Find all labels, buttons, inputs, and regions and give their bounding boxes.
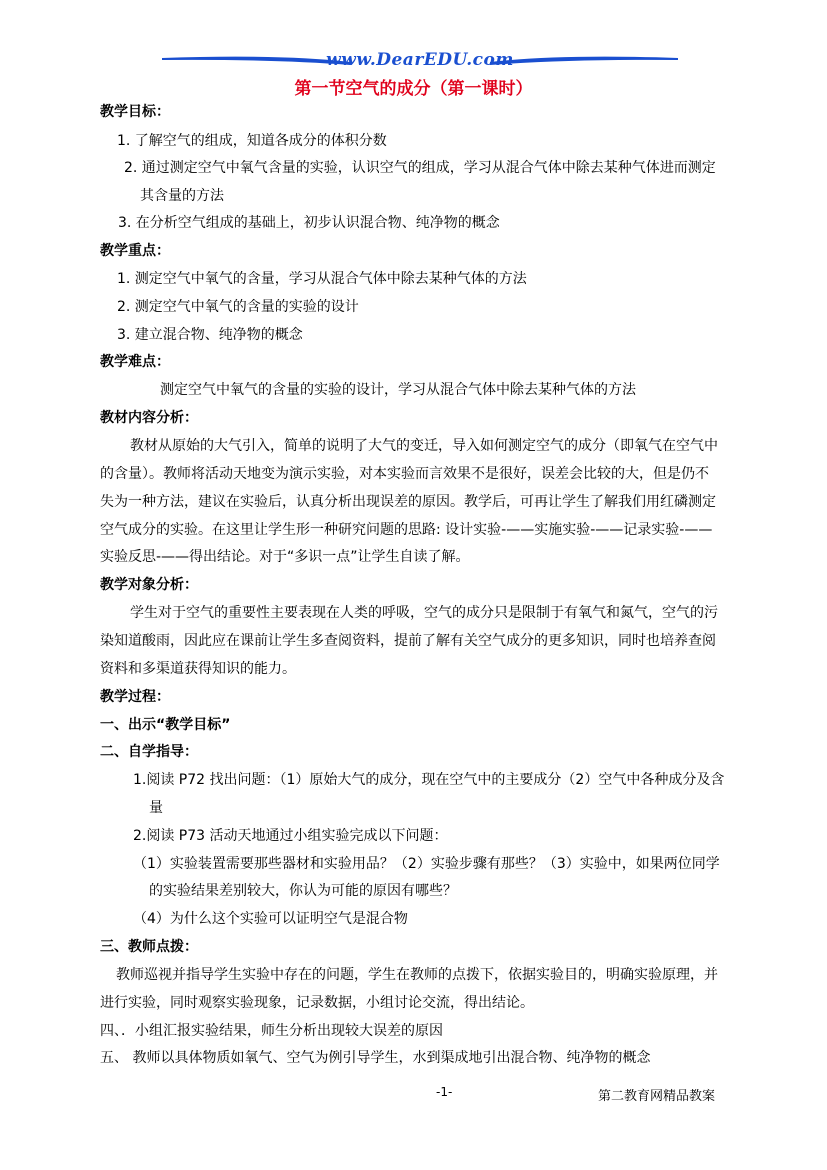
process-question: （1）实验装置需要那些器材和实验用品？（2）实验步骤有那些？（3）实验中，如果两位同学: [133, 856, 720, 872]
paragraph-line: 进行实验，同时观察实验现象，记录数据，小组讨论交流，得出结论。: [100, 995, 534, 1011]
key-point-item: 3. 建立混合物、纯净物的概念: [117, 327, 303, 343]
difficulty-heading: 教学难点：: [100, 354, 170, 370]
paragraph-line: 教材从原始的大气引入，简单的说明了大气的变迁，导入如何测定空气的成分（即氧气在空气中: [130, 438, 718, 454]
process-question-continuation: 的实验结果差别较大，你认为可能的原因有哪些？: [149, 883, 457, 899]
goal-item: 2. 通过测定空气中氧气含量的实验，认识空气的组成，学习从混合气体中除去某种气体进而测定: [124, 160, 716, 176]
paragraph-line: 的含量）。教师将活动天地变为演示实验，对本实验而言效果不是很好，误差会比较的大，但是仍不: [100, 466, 709, 482]
page-title: 第一节空气的成分（第一课时）: [294, 79, 533, 99]
process-substep: 1.阅读 P72 找出问题：（1）原始大气的成分，现在空气中的主要成分（2）空气中各种成分及含: [133, 772, 725, 788]
site-url: www.DearEDU.com: [326, 50, 514, 70]
process-step: 三、教师点拨：: [100, 939, 198, 955]
audience-analysis-heading: 教学对象分析：: [100, 577, 198, 593]
paragraph-line: 失为一种方法，建议在实验后，认真分析出现误差的原因。教学后，可再让学生了解我们用红磷测定: [100, 494, 716, 510]
material-analysis-heading: 教材内容分析：: [100, 410, 198, 426]
goal-item: 3. 在分析空气组成的基础上，初步认识混合物、纯净物的概念: [118, 215, 500, 231]
key-points-heading: 教学重点：: [100, 243, 170, 259]
paragraph-line: 染知道酸雨，因此应在课前让学生多查阅资料，提前了解有关空气成分的更多知识，同时也培养查阅: [100, 633, 716, 649]
paragraph-line: 学生对于空气的重要性主要表现在人类的呼吸，空气的成分只是限制于有氧气和氮气，空气的污: [130, 605, 718, 621]
goal-item: 1. 了解空气的组成，知道各成分的体积分数: [117, 133, 387, 149]
page-number: -1-: [436, 1085, 453, 1099]
key-point-item: 2. 测定空气中氧气的含量的实验的设计: [117, 299, 359, 315]
process-step: 二、自学指导：: [100, 744, 198, 760]
paragraph-line: 教师巡视并指导学生实验中存在的问题，学生在教师的点拨下，依据实验目的，明确实验原理，并: [116, 967, 718, 983]
process-substep-continuation: 量: [149, 800, 163, 816]
process-step: 五、 教师以具体物质如氧气、空气为例引导学生，水到渠成地引出混合物、纯净物的概念: [100, 1050, 651, 1066]
paragraph-line: 资料和多渠道获得知识的能力。: [100, 661, 296, 677]
process-step: 一、出示“教学目标”: [100, 717, 231, 733]
process-substep: 2.阅读 P73 活动天地通过小组实验完成以下问题：: [133, 828, 448, 844]
difficulty-item: 测定空气中氧气的含量的实验的设计，学习从混合气体中除去某种气体的方法: [160, 382, 636, 398]
paragraph-line: 空气成分的实验。在这里让学生形一种研究问题的思路: 设计实验-——实施实验-——记录实验-——: [100, 522, 713, 538]
header-banner: [160, 50, 680, 74]
goals-heading: 教学目标：: [100, 104, 170, 120]
process-heading: 教学过程：: [100, 689, 170, 705]
paragraph-line: 实验反思-——得出结论。对于“多识一点”让学生自读了解。: [100, 549, 470, 565]
footer-source: 第二教育网精品教案: [598, 1089, 716, 1104]
goal-item-continuation: 其含量的方法: [140, 188, 224, 204]
process-step: 四、．小组汇报实验结果，师生分析出现较大误差的原因: [100, 1023, 443, 1039]
process-question: （4）为什么这个实验可以证明空气是混合物: [133, 911, 408, 927]
key-point-item: 1. 测定空气中氧气的含量，学习从混合气体中除去某种气体的方法: [117, 271, 527, 287]
